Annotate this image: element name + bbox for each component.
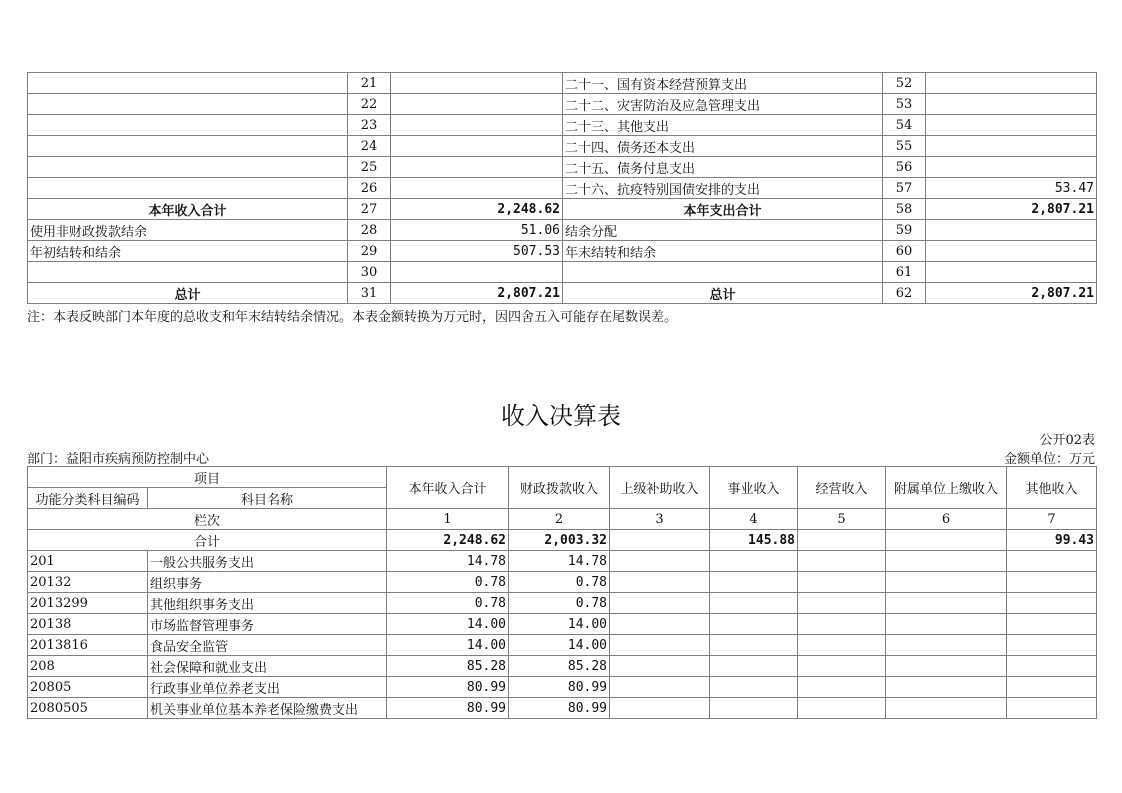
- amount-cell: [710, 572, 798, 593]
- amount-cell: [886, 551, 1007, 572]
- amount-cell: 14.78: [509, 551, 610, 572]
- subject-code: 20805: [28, 677, 148, 698]
- summary-row: [28, 199, 1097, 220]
- left-row-number: 24: [348, 136, 391, 157]
- right-item-label: 结余分配: [563, 220, 883, 241]
- income-table: [27, 466, 1097, 719]
- department-label: 部门：益阳市疾病预防控制中心: [27, 452, 210, 467]
- left-row-number: 23: [348, 115, 391, 136]
- total-value: 2,003.32: [509, 530, 610, 551]
- column-number: 5: [798, 509, 886, 530]
- left-row-number: 30: [348, 262, 391, 283]
- right-item-label: 年末结转和结余: [563, 241, 883, 262]
- amount-cell: [610, 656, 710, 677]
- amount-cell: [710, 635, 798, 656]
- subject-code: 2080505: [28, 698, 148, 719]
- left-item-label: 本年收入合计: [28, 199, 348, 220]
- left-amount: 2,248.62: [391, 199, 563, 220]
- summary-row: [28, 115, 1097, 136]
- left-amount: [391, 157, 563, 178]
- left-row-number: 26: [348, 178, 391, 199]
- header-col-7: 其他收入: [1007, 467, 1097, 509]
- column-number: 3: [610, 509, 710, 530]
- amount-cell: [886, 677, 1007, 698]
- left-row-number: 27: [348, 199, 391, 220]
- header-col-row-label: 栏次: [28, 509, 387, 530]
- amount-cell: [886, 656, 1007, 677]
- left-item-label: [28, 157, 348, 178]
- amount-cell: 14.00: [509, 635, 610, 656]
- right-item-label: 二十三、其他支出: [563, 115, 883, 136]
- left-row-number: 21: [348, 73, 391, 94]
- left-item-label: 年初结转和结余: [28, 241, 348, 262]
- subject-name: 其他组织事务支出: [148, 593, 387, 614]
- header-col-4: 事业收入: [710, 467, 798, 509]
- left-row-number: 31: [348, 283, 391, 304]
- subject-name: 市场监督管理事务: [148, 614, 387, 635]
- left-amount: [391, 262, 563, 283]
- amount-cell: 14.00: [509, 614, 610, 635]
- amount-cell: [1007, 551, 1097, 572]
- table-row: [28, 593, 1097, 614]
- amount-cell: [798, 593, 886, 614]
- right-item-label: 本年支出合计: [563, 199, 883, 220]
- right-row-number: 57: [883, 178, 926, 199]
- left-amount: 51.06: [391, 220, 563, 241]
- table-note: 注：本表反映部门本年度的总收支和年末结转结余情况。本表金额转换为万元时，因四舍五入可能存在尾数误差。: [27, 310, 678, 325]
- summary-row: [28, 178, 1097, 199]
- right-row-number: 62: [883, 283, 926, 304]
- amount-cell: [798, 635, 886, 656]
- right-item-label: 二十四、债务还本支出: [563, 136, 883, 157]
- amount-cell: [710, 593, 798, 614]
- subject-name: 组织事务: [148, 572, 387, 593]
- summary-row: [28, 94, 1097, 115]
- amount-cell: [1007, 677, 1097, 698]
- right-amount: 2,807.21: [926, 199, 1097, 220]
- left-amount: 507.53: [391, 241, 563, 262]
- amount-cell: [710, 614, 798, 635]
- amount-cell: 85.28: [387, 656, 509, 677]
- subject-name: 行政事业单位养老支出: [148, 677, 387, 698]
- right-amount: [926, 220, 1097, 241]
- header-col-6: 附属单位上缴收入: [886, 467, 1007, 509]
- amount-cell: 80.99: [509, 698, 610, 719]
- summary-table-continued: [27, 72, 1097, 304]
- amount-cell: 80.99: [387, 677, 509, 698]
- header-col-2: 财政拨款收入: [509, 467, 610, 509]
- right-amount: [926, 73, 1097, 94]
- amount-cell: [710, 551, 798, 572]
- left-amount: [391, 73, 563, 94]
- amount-cell: [610, 698, 710, 719]
- left-item-label: 使用非财政拨款结余: [28, 220, 348, 241]
- amount-cell: [798, 677, 886, 698]
- amount-cell: [886, 593, 1007, 614]
- left-item-label: 总计: [28, 283, 348, 304]
- right-row-number: 61: [883, 262, 926, 283]
- left-row-number: 22: [348, 94, 391, 115]
- right-row-number: 53: [883, 94, 926, 115]
- summary-row: [28, 241, 1097, 262]
- column-number: 1: [387, 509, 509, 530]
- right-amount: [926, 262, 1097, 283]
- column-number: 4: [710, 509, 798, 530]
- amount-cell: [798, 698, 886, 719]
- right-amount: 53.47: [926, 178, 1097, 199]
- left-amount: [391, 94, 563, 115]
- left-row-number: 28: [348, 220, 391, 241]
- right-row-number: 60: [883, 241, 926, 262]
- header-code: 功能分类科目编码: [28, 488, 148, 509]
- subject-code: 20138: [28, 614, 148, 635]
- unit-label: 金额单位：万元: [1003, 452, 1095, 467]
- column-number: 7: [1007, 509, 1097, 530]
- right-row-number: 54: [883, 115, 926, 136]
- total-value: [798, 530, 886, 551]
- total-value: 145.88: [710, 530, 798, 551]
- amount-cell: 0.78: [509, 572, 610, 593]
- right-item-label: 二十一、国有资本经营预算支出: [563, 73, 883, 94]
- amount-cell: [610, 551, 710, 572]
- total-value: [886, 530, 1007, 551]
- right-amount: 2,807.21: [926, 283, 1097, 304]
- total-value: [610, 530, 710, 551]
- table-row: [28, 656, 1097, 677]
- amount-cell: [798, 572, 886, 593]
- amount-cell: [710, 656, 798, 677]
- column-number: 6: [886, 509, 1007, 530]
- amount-cell: [1007, 614, 1097, 635]
- summary-row: [28, 220, 1097, 241]
- subject-name: 社会保障和就业支出: [148, 656, 387, 677]
- amount-cell: [610, 635, 710, 656]
- subject-code: 201: [28, 551, 148, 572]
- amount-cell: [798, 551, 886, 572]
- right-amount: [926, 157, 1097, 178]
- amount-cell: 14.78: [387, 551, 509, 572]
- right-amount: [926, 115, 1097, 136]
- table-row: [28, 614, 1097, 635]
- summary-row: [28, 136, 1097, 157]
- table-row: [28, 677, 1097, 698]
- amount-cell: [710, 677, 798, 698]
- summary-row: [28, 157, 1097, 178]
- table-row: [28, 551, 1097, 572]
- header-col-3: 上级补助收入: [610, 467, 710, 509]
- right-item-label: [563, 262, 883, 283]
- summary-row: [28, 283, 1097, 304]
- amount-cell: [610, 614, 710, 635]
- amount-cell: 14.00: [387, 635, 509, 656]
- right-row-number: 52: [883, 73, 926, 94]
- summary-row: [28, 262, 1097, 283]
- amount-cell: [610, 572, 710, 593]
- right-item-label: 总计: [563, 283, 883, 304]
- right-item-label: 二十五、债务付息支出: [563, 157, 883, 178]
- page-title: 收入决算表: [501, 402, 621, 430]
- amount-cell: [886, 572, 1007, 593]
- left-item-label: [28, 94, 348, 115]
- amount-cell: [798, 614, 886, 635]
- amount-cell: [798, 656, 886, 677]
- left-row-number: 25: [348, 157, 391, 178]
- left-item-label: [28, 178, 348, 199]
- total-value: 2,248.62: [387, 530, 509, 551]
- left-item-label: [28, 262, 348, 283]
- left-amount: 2,807.21: [391, 283, 563, 304]
- header-item: 项目: [28, 467, 387, 488]
- subject-name: 一般公共服务支出: [148, 551, 387, 572]
- amount-cell: [1007, 698, 1097, 719]
- left-amount: [391, 115, 563, 136]
- subject-name: 食品安全监管: [148, 635, 387, 656]
- amount-cell: [1007, 572, 1097, 593]
- subject-name: 机关事业单位基本养老保险缴费支出: [148, 698, 387, 719]
- amount-cell: 85.28: [509, 656, 610, 677]
- right-row-number: 58: [883, 199, 926, 220]
- left-item-label: [28, 136, 348, 157]
- right-row-number: 59: [883, 220, 926, 241]
- table-row: [28, 635, 1097, 656]
- right-item-label: 二十二、灾害防治及应急管理支出: [563, 94, 883, 115]
- subject-code: 2013299: [28, 593, 148, 614]
- left-row-number: 29: [348, 241, 391, 262]
- right-amount: [926, 241, 1097, 262]
- amount-cell: 0.78: [387, 593, 509, 614]
- right-item-label: 二十六、抗疫特别国债安排的支出: [563, 178, 883, 199]
- right-row-number: 56: [883, 157, 926, 178]
- amount-cell: [610, 593, 710, 614]
- amount-cell: [1007, 635, 1097, 656]
- subject-code: 20132: [28, 572, 148, 593]
- header-col-5: 经营收入: [798, 467, 886, 509]
- header-name: 科目名称: [148, 488, 387, 509]
- right-row-number: 55: [883, 136, 926, 157]
- header-col-1: 本年收入合计: [387, 467, 509, 509]
- left-amount: [391, 136, 563, 157]
- form-code: 公开02表: [1039, 433, 1095, 448]
- amount-cell: 80.99: [509, 677, 610, 698]
- amount-cell: 80.99: [387, 698, 509, 719]
- table-row: [28, 698, 1097, 719]
- summary-row: [28, 73, 1097, 94]
- amount-cell: 14.00: [387, 614, 509, 635]
- amount-cell: [1007, 656, 1097, 677]
- column-number: 2: [509, 509, 610, 530]
- subject-code: 208: [28, 656, 148, 677]
- right-amount: [926, 136, 1097, 157]
- amount-cell: [610, 677, 710, 698]
- amount-cell: 0.78: [509, 593, 610, 614]
- total-label: 合计: [28, 530, 387, 551]
- subject-code: 2013816: [28, 635, 148, 656]
- amount-cell: [710, 698, 798, 719]
- amount-cell: [886, 635, 1007, 656]
- left-item-label: [28, 73, 348, 94]
- left-item-label: [28, 115, 348, 136]
- table-row: [28, 572, 1097, 593]
- amount-cell: [1007, 593, 1097, 614]
- right-amount: [926, 94, 1097, 115]
- amount-cell: [886, 698, 1007, 719]
- amount-cell: [886, 614, 1007, 635]
- left-amount: [391, 178, 563, 199]
- amount-cell: 0.78: [387, 572, 509, 593]
- total-value: 99.43: [1007, 530, 1097, 551]
